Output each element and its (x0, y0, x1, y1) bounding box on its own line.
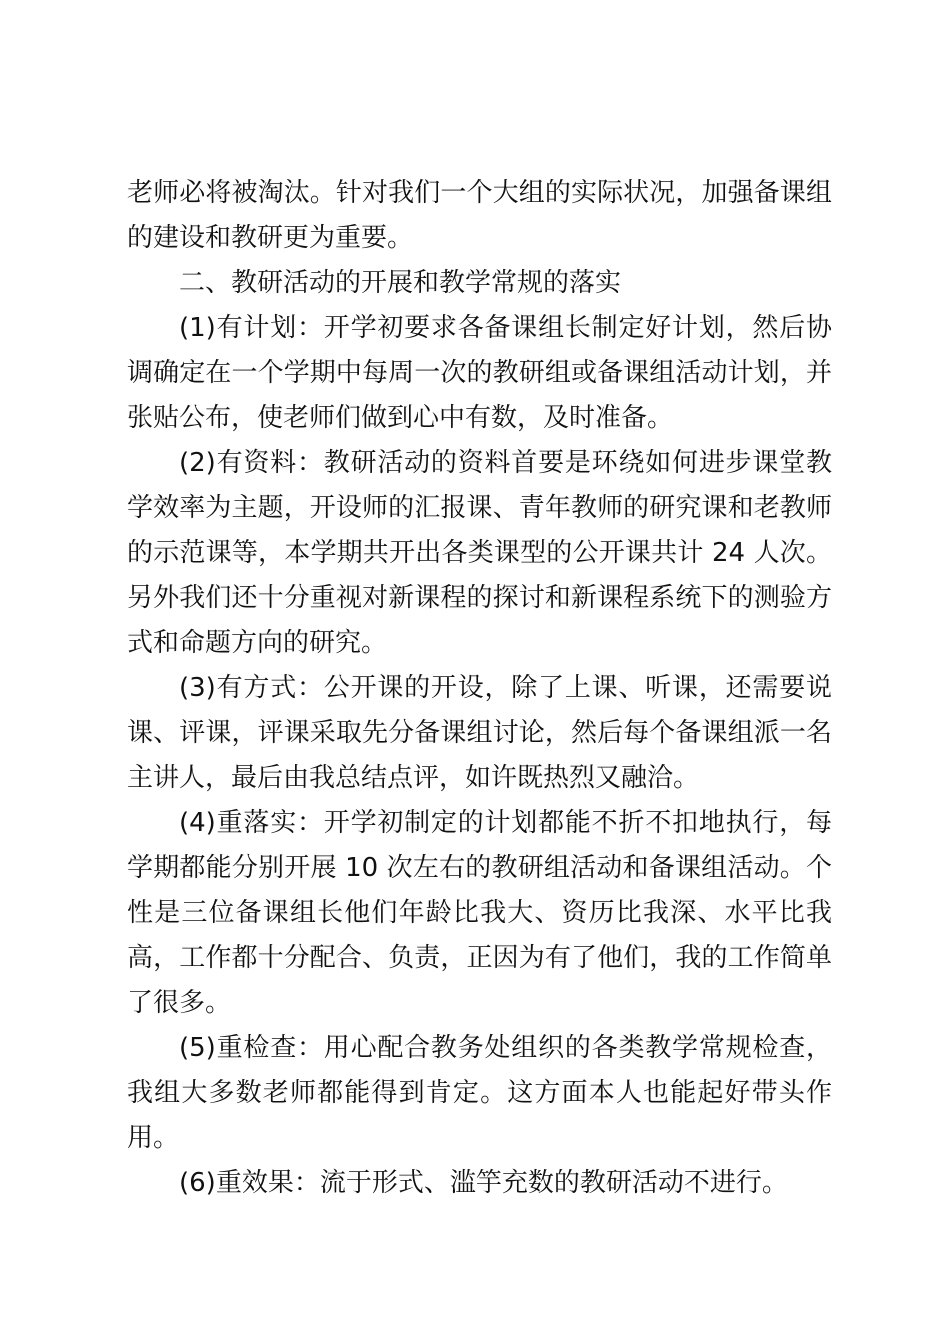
paragraph-inspection: (5)重检查：用心配合教务处组织的各类教学常规检查，我组大多数老师都能得到肯定。这方面本人也能起好带头作用。 (127, 1033, 832, 1153)
paragraph-implementation: (4)重落实：开学初制定的计划都能不折不扣地执行，每学期都能分别开展 10 次左右的教研组活动和备课组活动。个性是三位备课组长他们年龄比我大、资历比我深、水平比我高，工作都十分配合、负责，正因为有了他们，我的工作简单了很多。 (127, 808, 832, 1018)
section-heading: 二、教研活动的开展和教学常规的落实 (179, 268, 622, 298)
paragraph-methods: (3)有方式：公开课的开设，除了上课、听课，还需要说课、评课，评课采取先分备课组讨论，然后每个备课组派一名主讲人，最后由我总结点评，如许既热烈又融洽。 (127, 673, 832, 793)
paragraph-materials: (2)有资料：教研活动的资料首要是环绕如何进步课堂教学效率为主题，开设师的汇报课、青年教师的研究课和老教师的示范课等，本学期共开出各类课型的公开课共计 24 人次。另外我们还十分重视对新课程的探讨和新课程系统下的测验方式和命题方向的研究。 (127, 448, 832, 658)
paragraph-effect: (6)重效果：流于形式、滥竽充数的教研活动不进行。 (179, 1168, 788, 1198)
document-body (127, 171, 832, 1206)
paragraph-plan: (1)有计划：开学初要求各备课组长制定好计划，然后协调确定在一个学期中每周一次的教研组或备课组活动计划，并张贴公布，使老师们做到心中有数，及时准备。 (127, 313, 832, 433)
paragraph-continuation: 老师必将被淘汰。针对我们一个大组的实际状况，加强备课组的建设和教研更为重要。 (127, 178, 832, 253)
